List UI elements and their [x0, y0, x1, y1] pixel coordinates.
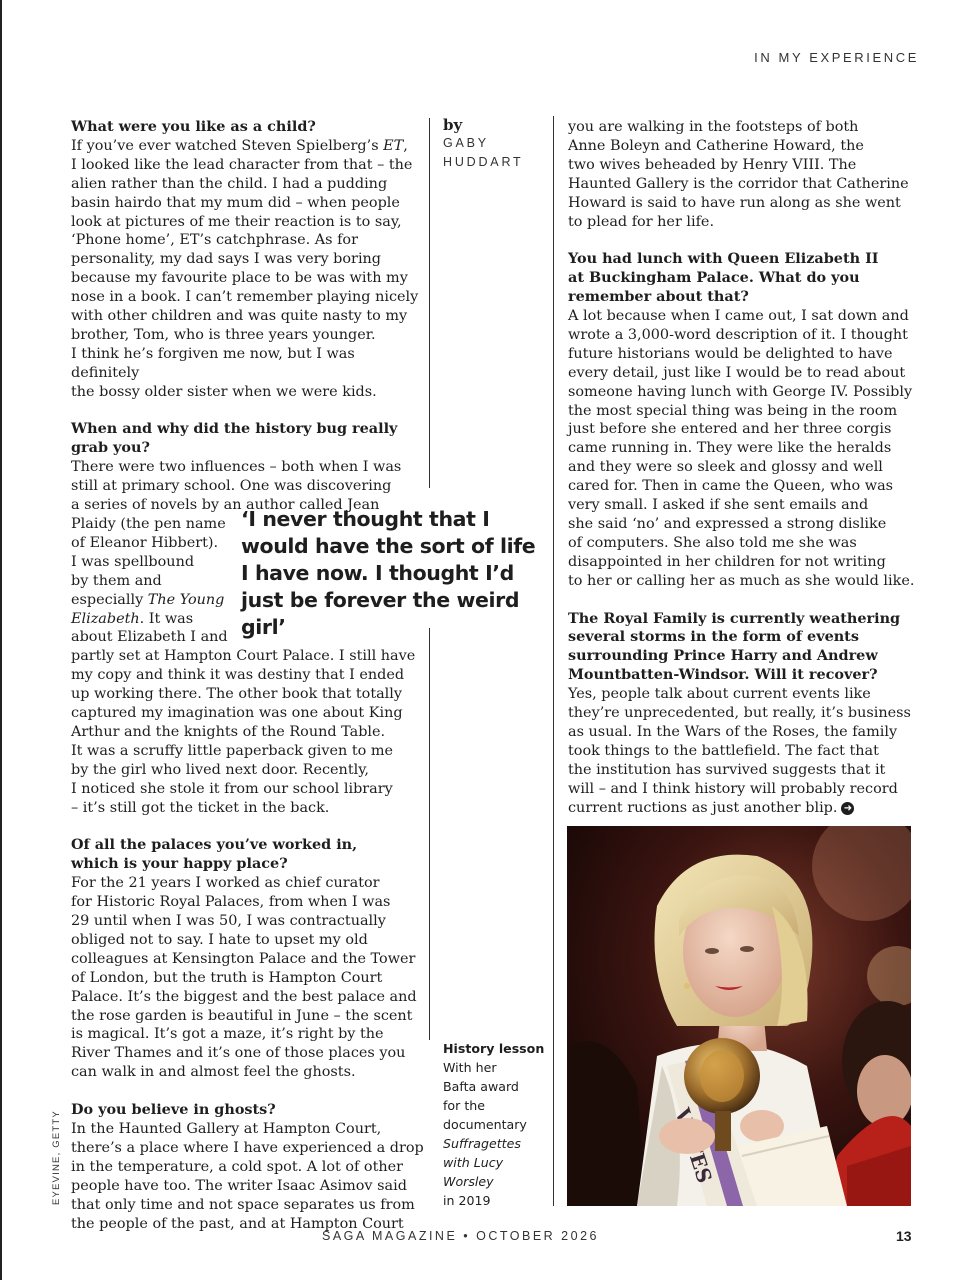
answer-line: to her or calling her as much as she would like.: [568, 572, 915, 589]
answer-line: Arthur and the knights of the Round Table.: [71, 723, 386, 740]
pull-quote: ‘I never thought that I would have the sort of life I have now. I thought I’d just be forever the weird girl’: [241, 507, 536, 639]
answer-line: there’s a place where I have experienced a drop: [71, 1139, 424, 1156]
column-rule-upper: [429, 118, 430, 488]
answer-line: of London, but the truth is Hampton Court: [71, 969, 383, 986]
answer-line: For the 21 years I worked as chief curator: [71, 875, 380, 892]
answer-line: partly set at Hampton Court Palace. I still have: [71, 648, 416, 665]
answer-line: River Thames and it’s one of those places you: [71, 1045, 406, 1062]
question-royal-family: Mountbatten-Windsor. Will it recover?: [568, 666, 878, 684]
photo-bafta-award: [567, 826, 911, 1206]
answer-line: I was spellbound: [71, 553, 195, 570]
caption-line: for the: [443, 1098, 485, 1113]
answer-line: the people of the past, and at Hampton Court: [71, 1215, 404, 1232]
answer-line: because my favourite place to be was with my: [71, 270, 408, 287]
question-happy-place: Of all the palaces you’ve worked in,: [71, 836, 358, 854]
answer-line: Anne Boleyn and Catherine Howard, the: [568, 137, 864, 154]
photo-illustration: [567, 826, 911, 1206]
answer-line: by them and: [71, 572, 162, 589]
answer-line: every detail, just like I would be to read about: [568, 364, 906, 381]
answer-line: as usual. In the Wars of the Roses, the family: [568, 723, 898, 740]
left-column: [71, 118, 427, 1233]
answer-line: and they were so sleek and glossy and well: [568, 459, 883, 476]
answer-line: came running in. They were like the heralds: [568, 440, 892, 457]
answer-line: someone having lunch with George IV. Possibly: [568, 383, 913, 400]
photo-credit: EYEVINE, GETTY: [51, 1110, 62, 1205]
answer-line: they’re unprecedented, but really, it’s business: [568, 705, 911, 722]
answer-line: In the Haunted Gallery at Hampton Court,: [71, 1120, 382, 1137]
section-label: IN MY EXPERIENCE: [754, 50, 919, 65]
answer-line: It was a scruffy little paperback given to me: [71, 742, 394, 759]
answer-line: in the temperature, a cold spot. A lot of other: [71, 1158, 404, 1175]
answer-line: obliged not to say. I hate to upset my old: [71, 931, 368, 948]
question-royal-family: several storms in the form of events: [568, 628, 859, 646]
answer-line: Yes, people talk about current events like: [568, 686, 871, 703]
answer-line: the institution has survived suggests that it: [568, 761, 886, 778]
column-rule-lower: [429, 628, 430, 1040]
answer-line: will – and I think history will probably record: [568, 780, 898, 797]
question-royal-family: surrounding Prince Harry and Andrew: [568, 647, 878, 665]
answer-line: for Historic Royal Palaces, from when I was: [71, 894, 391, 911]
answer-line: can walk in and almost feel the ghosts.: [71, 1064, 356, 1081]
answer-line: my copy and think it was destiny that I ended: [71, 667, 405, 684]
question-royal-family: The Royal Family is currently weathering: [568, 609, 901, 627]
answer-line: I noticed she stole it from our school library: [71, 780, 393, 797]
answer-line: up working there. The other book that totally: [71, 686, 403, 703]
question-royal-lunch: at Buckingham Palace. What do you: [568, 269, 860, 287]
answer-line: disappointed in her children for not writing: [568, 553, 886, 570]
answer-line: 29 until when I was 50, I was contractually: [71, 913, 386, 930]
question-childhood: What were you like as a child?: [71, 118, 316, 135]
answer-line: alien rather than the child. I had a pudding: [71, 175, 388, 192]
answer-line: took things to the battlefield. The fact that: [568, 742, 879, 759]
photo-caption: [443, 1039, 553, 1210]
caption-line: with Lucy: [443, 1155, 504, 1170]
footer-magazine: SAGA MAGAZINE • OCTOBER 2026: [322, 1229, 599, 1243]
caption-line: in 2019: [443, 1193, 491, 1208]
answer-line: basin hairdo that my mum did – when people: [71, 194, 400, 211]
question-happy-place: which is your happy place?: [71, 855, 288, 873]
answer-line: the most special thing was being in the room: [568, 402, 898, 419]
answer-line: to plead for her life.: [568, 213, 715, 230]
answer-line: ‘Phone home’, ET’s catchphrase. As for: [71, 232, 358, 249]
answer-line: Plaidy (the pen name: [71, 516, 226, 533]
answer-line: of computers. She also told me she was: [568, 534, 857, 551]
answer-line: nose in a book. I can’t remember playing nicely: [71, 289, 419, 306]
page-edge-line: [0, 0, 2, 1280]
answer-line: a series of novels by an author called Jean: [71, 497, 380, 514]
answer-line: Haunted Gallery is the corridor that Catherine: [568, 175, 909, 192]
byline-author: GABY: [443, 136, 489, 150]
byline: [443, 116, 523, 172]
column-rule-right: [553, 116, 554, 1206]
byline-author: HUDDART: [443, 155, 524, 169]
answer-line: brother, Tom, who is three years younger.: [71, 326, 376, 343]
answer-line: There were two influences – both when I was: [71, 459, 402, 476]
question-history-bug: When and why did the history bug really: [71, 420, 398, 438]
answer-line: of Eleanor Hibbert).: [71, 534, 219, 551]
answer-line: that only time and not space separates us from: [71, 1196, 415, 1213]
answer-line: by the girl who lived next door. Recently,: [71, 761, 370, 778]
answer-line: wrote a 3,000-word description of it. I thought: [568, 326, 908, 343]
answer-line: still at primary school. One was discovering: [71, 478, 392, 495]
answer-line: look at pictures of me their reaction is to say,: [71, 213, 402, 230]
answer-line: colleagues at Kensington Palace and the Tower: [71, 950, 416, 967]
answer-line: about Elizabeth I and: [71, 629, 228, 646]
caption-title: History lesson: [443, 1041, 545, 1056]
answer-line: Howard is said to have run along as she went: [568, 194, 901, 211]
caption-line: With her: [443, 1060, 497, 1075]
answer-line: captured my imagination was one about King: [71, 705, 403, 722]
right-column: [568, 118, 918, 818]
answer-line: If you’ve ever watched Steven Spielberg’s ET,: [71, 137, 408, 154]
answer-line: the rose garden is beautiful in June – the scent: [71, 1007, 413, 1024]
answer-line: I think he’s forgiven me now, but I was definitely: [71, 345, 355, 381]
answer-line: cared for. Then in came the Queen, who was: [568, 478, 894, 495]
answer-line: with other children and was quite nasty to my: [71, 308, 408, 325]
answer-line: people have too. The writer Isaac Asimov said: [71, 1177, 407, 1194]
answer-line: she said ‘no’ and expressed a strong dislike: [568, 516, 887, 533]
answer-line: the bossy older sister when we were kids.: [71, 383, 377, 400]
byline-by: by: [443, 116, 463, 134]
question-history-bug: grab you?: [71, 439, 150, 457]
answer-line: you are walking in the footsteps of both: [568, 119, 859, 135]
question-ghosts: Do you believe in ghosts?: [71, 1101, 276, 1119]
answer-line: current ructions as just another blip. ➜: [568, 799, 918, 818]
answer-line: personality, my dad says I was very boring: [71, 251, 382, 268]
answer-line: A lot because when I came out, I sat down and: [568, 308, 909, 325]
question-royal-lunch: You had lunch with Queen Elizabeth II: [568, 250, 879, 268]
caption-line: documentary: [443, 1117, 527, 1132]
answer-line: two wives beheaded by Henry VIII. The: [568, 156, 857, 173]
caption-line: Suffragettes: [443, 1136, 521, 1151]
answer-line: very small. I asked if she sent emails and: [568, 497, 869, 514]
answer-line: is magical. It’s got a maze, it’s right by the: [71, 1026, 384, 1043]
answer-line: future historians would be delighted to have: [568, 345, 893, 362]
answer-line: – it’s still got the ticket in the back.: [71, 799, 330, 816]
question-royal-lunch: remember about that?: [568, 288, 749, 306]
answer-line: Elizabeth. It was: [71, 610, 194, 627]
arrow-right-circle-icon: ➜: [841, 802, 854, 815]
caption-line: Bafta award: [443, 1079, 519, 1094]
answer-line: Palace. It’s the biggest and the best palace and: [71, 988, 417, 1005]
page-number: 13: [896, 1228, 912, 1244]
caption-line: Worsley: [443, 1174, 494, 1189]
answer-line: I looked like the lead character from that – the: [71, 156, 413, 173]
answer-line: especially The Young: [71, 591, 225, 608]
answer-line: just before she entered and her three corgis: [568, 421, 892, 438]
